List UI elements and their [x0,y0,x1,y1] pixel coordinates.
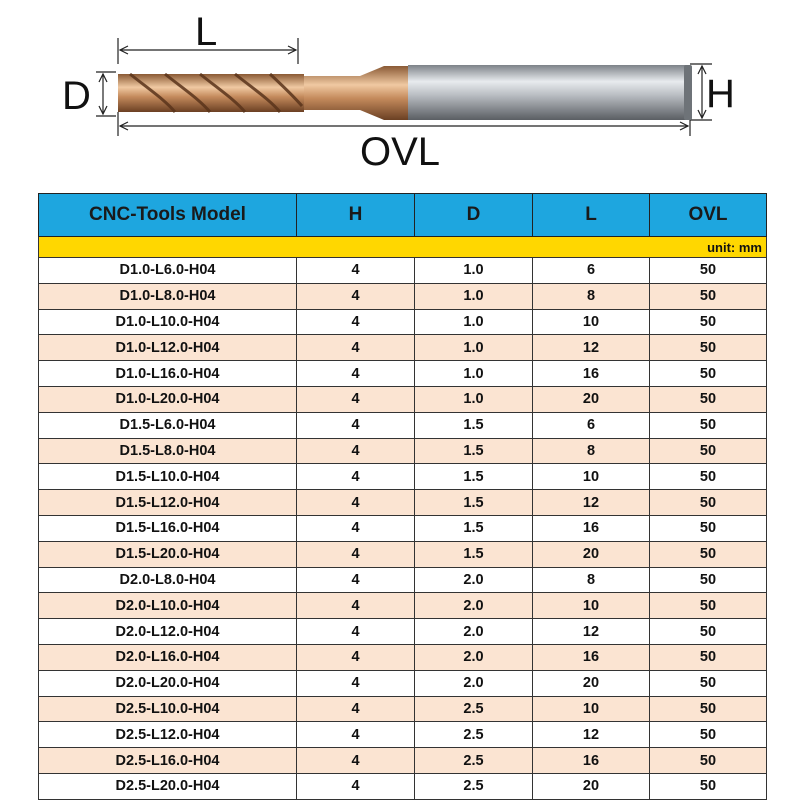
cell-H: 4 [297,412,415,438]
label-D: D [62,74,91,118]
table-row [39,748,767,774]
cell-model: D1.5-L12.0-H04 [39,490,297,516]
cell-D: 1.0 [415,283,533,309]
cell-D: 2.0 [415,619,533,645]
cell-L: 10 [533,309,650,335]
cell-OVL: 50 [650,490,767,516]
table-row [39,593,767,619]
cell-model: D1.0-L12.0-H04 [39,335,297,361]
cell-L: 16 [533,515,650,541]
cell-model: D1.5-L20.0-H04 [39,541,297,567]
cell-D: 1.5 [415,541,533,567]
cell-model: D1.5-L6.0-H04 [39,412,297,438]
cell-OVL: 50 [650,696,767,722]
cell-L: 10 [533,593,650,619]
cell-L: 8 [533,283,650,309]
unit-row [39,237,767,258]
table-row [39,464,767,490]
cell-L: 20 [533,670,650,696]
cell-H: 4 [297,490,415,516]
cell-D: 1.5 [415,490,533,516]
table-row [39,567,767,593]
unit-note: unit: mm [39,237,767,258]
cell-model: D2.0-L20.0-H04 [39,670,297,696]
cell-OVL: 50 [650,567,767,593]
cell-model: D2.5-L10.0-H04 [39,696,297,722]
cell-D: 2.5 [415,722,533,748]
cell-D: 1.5 [415,438,533,464]
cell-model: D1.0-L8.0-H04 [39,283,297,309]
table-row [39,619,767,645]
cell-L: 8 [533,567,650,593]
cell-H: 4 [297,644,415,670]
table-row [39,644,767,670]
cell-L: 20 [533,386,650,412]
cell-L: 6 [533,258,650,284]
label-L: L [195,10,218,54]
header-L: L [533,194,650,237]
cell-H: 4 [297,541,415,567]
cell-D: 2.0 [415,644,533,670]
table-row [39,386,767,412]
cell-D: 1.5 [415,412,533,438]
cell-L: 20 [533,541,650,567]
cell-OVL: 50 [650,619,767,645]
cell-OVL: 50 [650,464,767,490]
cell-D: 1.5 [415,464,533,490]
table-row [39,773,767,799]
cell-model: D2.0-L12.0-H04 [39,619,297,645]
cell-H: 4 [297,309,415,335]
cell-D: 2.0 [415,567,533,593]
dimension-D-line [96,72,116,116]
cell-H: 4 [297,258,415,284]
cell-OVL: 50 [650,258,767,284]
cell-D: 2.5 [415,696,533,722]
cell-D: 1.0 [415,309,533,335]
tool-shank [408,65,692,120]
cell-L: 12 [533,490,650,516]
cell-OVL: 50 [650,412,767,438]
table-row [39,335,767,361]
spec-table [38,193,767,800]
label-H: H [706,72,735,116]
cell-model: D2.5-L16.0-H04 [39,748,297,774]
cell-D: 2.5 [415,748,533,774]
cell-L: 12 [533,335,650,361]
cell-D: 1.0 [415,258,533,284]
cell-OVL: 50 [650,386,767,412]
table-row [39,490,767,516]
end-mill-diagram [0,0,800,188]
cell-H: 4 [297,670,415,696]
table-row [39,412,767,438]
cell-L: 16 [533,644,650,670]
header-OVL: OVL [650,194,767,237]
cell-D: 1.5 [415,515,533,541]
cell-L: 12 [533,619,650,645]
table-row [39,258,767,284]
cell-H: 4 [297,593,415,619]
table-row [39,309,767,335]
tool-coated-body [118,66,408,120]
cell-H: 4 [297,515,415,541]
cell-OVL: 50 [650,670,767,696]
table-row [39,722,767,748]
cell-H: 4 [297,361,415,387]
cell-D: 2.0 [415,670,533,696]
cell-D: 2.5 [415,773,533,799]
cell-model: D1.5-L8.0-H04 [39,438,297,464]
cell-H: 4 [297,619,415,645]
cell-H: 4 [297,438,415,464]
cell-model: D1.5-L10.0-H04 [39,464,297,490]
cell-OVL: 50 [650,361,767,387]
cell-H: 4 [297,567,415,593]
cell-OVL: 50 [650,748,767,774]
cell-H: 4 [297,696,415,722]
cell-L: 10 [533,696,650,722]
cell-OVL: 50 [650,335,767,361]
cell-model: D2.0-L8.0-H04 [39,567,297,593]
header-H: H [297,194,415,237]
cell-model: D2.0-L16.0-H04 [39,644,297,670]
cell-D: 1.0 [415,335,533,361]
cell-D: 2.0 [415,593,533,619]
cell-L: 16 [533,361,650,387]
table-row [39,696,767,722]
cell-D: 1.0 [415,386,533,412]
cell-model: D1.5-L16.0-H04 [39,515,297,541]
cell-model: D1.0-L10.0-H04 [39,309,297,335]
label-OVL: OVL [360,130,441,174]
table-row [39,515,767,541]
cell-H: 4 [297,335,415,361]
cell-L: 10 [533,464,650,490]
cell-model: D1.0-L16.0-H04 [39,361,297,387]
cell-model: D1.0-L20.0-H04 [39,386,297,412]
cell-OVL: 50 [650,515,767,541]
cell-OVL: 50 [650,722,767,748]
table-row [39,438,767,464]
cell-model: D2.5-L20.0-H04 [39,773,297,799]
cell-H: 4 [297,773,415,799]
cell-model: D1.0-L6.0-H04 [39,258,297,284]
header-model: CNC-Tools Model [39,194,297,237]
cell-H: 4 [297,722,415,748]
cell-L: 6 [533,412,650,438]
cell-L: 12 [533,722,650,748]
spec-table-container [38,193,766,800]
cell-H: 4 [297,748,415,774]
cell-OVL: 50 [650,309,767,335]
cell-OVL: 50 [650,773,767,799]
table-row [39,283,767,309]
cell-OVL: 50 [650,593,767,619]
cell-OVL: 50 [650,644,767,670]
header-D: D [415,194,533,237]
table-row [39,670,767,696]
cell-OVL: 50 [650,438,767,464]
cell-H: 4 [297,464,415,490]
cell-L: 16 [533,748,650,774]
cell-OVL: 50 [650,283,767,309]
cell-model: D2.5-L12.0-H04 [39,722,297,748]
cell-OVL: 50 [650,541,767,567]
cell-model: D2.0-L10.0-H04 [39,593,297,619]
table-row [39,361,767,387]
cell-H: 4 [297,283,415,309]
table-row [39,541,767,567]
cell-L: 20 [533,773,650,799]
table-header-row [39,194,767,237]
cell-D: 1.0 [415,361,533,387]
cell-L: 8 [533,438,650,464]
cell-H: 4 [297,386,415,412]
